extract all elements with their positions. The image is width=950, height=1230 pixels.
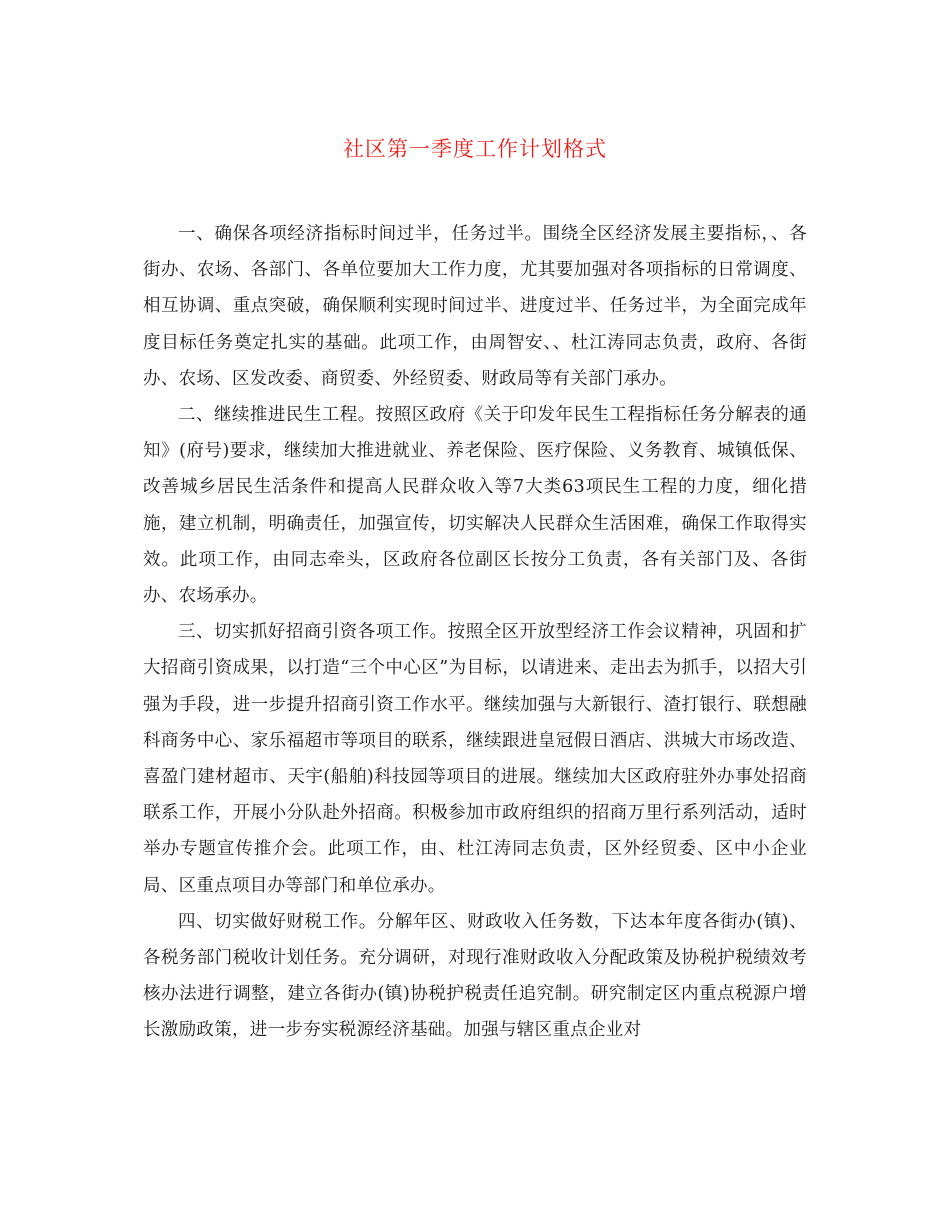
paragraph-finance-tax: 四、切实做好财税工作。分解年区、财政收入任务数，下达本年度各街办(镇)、各税务部门税收计划任务。充分调研，对现行准财政收入分配政策及协税护税绩效考核办法进行调整，建立各街办(镇)协税护税责任追究制。研究制定区内重点税源户增长激励政策，进一步夯实税源经济基础。加强与辖区重点企业对 xyxy=(143,911,807,1041)
paragraph-investment-promotion: 三、切实抓好招商引资各项工作。按照全区开放型经济工作会议精神，巩固和扩大招商引资成果，以打造“三个中心区”为目标，以请进来、走出去为抓手，以招大引强为手段，进一步提升招商引资工作水平。继续加强与大新银行、渣打银行、联想融科商务中心、家乐福超市等项目的联系，继续跟进皇冠假日酒店、洪城大市场改造、喜盈门建材超市、天宇(船舶)科技园等项目的进展。继续加大区政府驻外办事处招商联系工作，开展小分队赴外招商。积极参加市政府组织的招商万里行系列活动，适时举办专题宣传推介会。此项工作，由、杜江涛同志负责，区外经贸委、区中小企业局、区重点项目办等部门和单位承办。 xyxy=(143,622,807,896)
paragraph-economic-indicators: 一、确保各项经济指标时间过半，任务过半。围绕全区经济发展主要指标，、各街办、农场、各部门、各单位要加大工作力度，尤其要加强对各项指标的日常调度、相互协调、重点突破，确保顺利实现时间过半、进度过半、任务过半，为全面完成年度目标任务奠定扎实的基础。此项工作，由周智安、、杜江涛同志负责，政府、各街办、农场、区发改委、商贸委、外经贸委、财政局等有关部门承办。 xyxy=(143,224,807,389)
document-title: 社区第一季度工作计划格式 xyxy=(343,137,607,161)
document-body xyxy=(143,216,807,1049)
paragraph-livelihood-projects: 二、继续推进民生工程。按照区政府《关于印发年民生工程指标任务分解表的通知》(府号)要求，继续加大推进就业、养老保险、医疗保险、义务教育、城镇低保、改善城乡居民生活条件和提高人民群众收入等7大类63项民生工程的力度，细化措施，建立机制，明确责任，加强宣传，切实解决人民群众生活困难，确保工作取得实效。此项工作，由同志牵头，区政府各位副区长按分工负责，各有关部门及、各街办、农场承办。 xyxy=(143,405,807,607)
